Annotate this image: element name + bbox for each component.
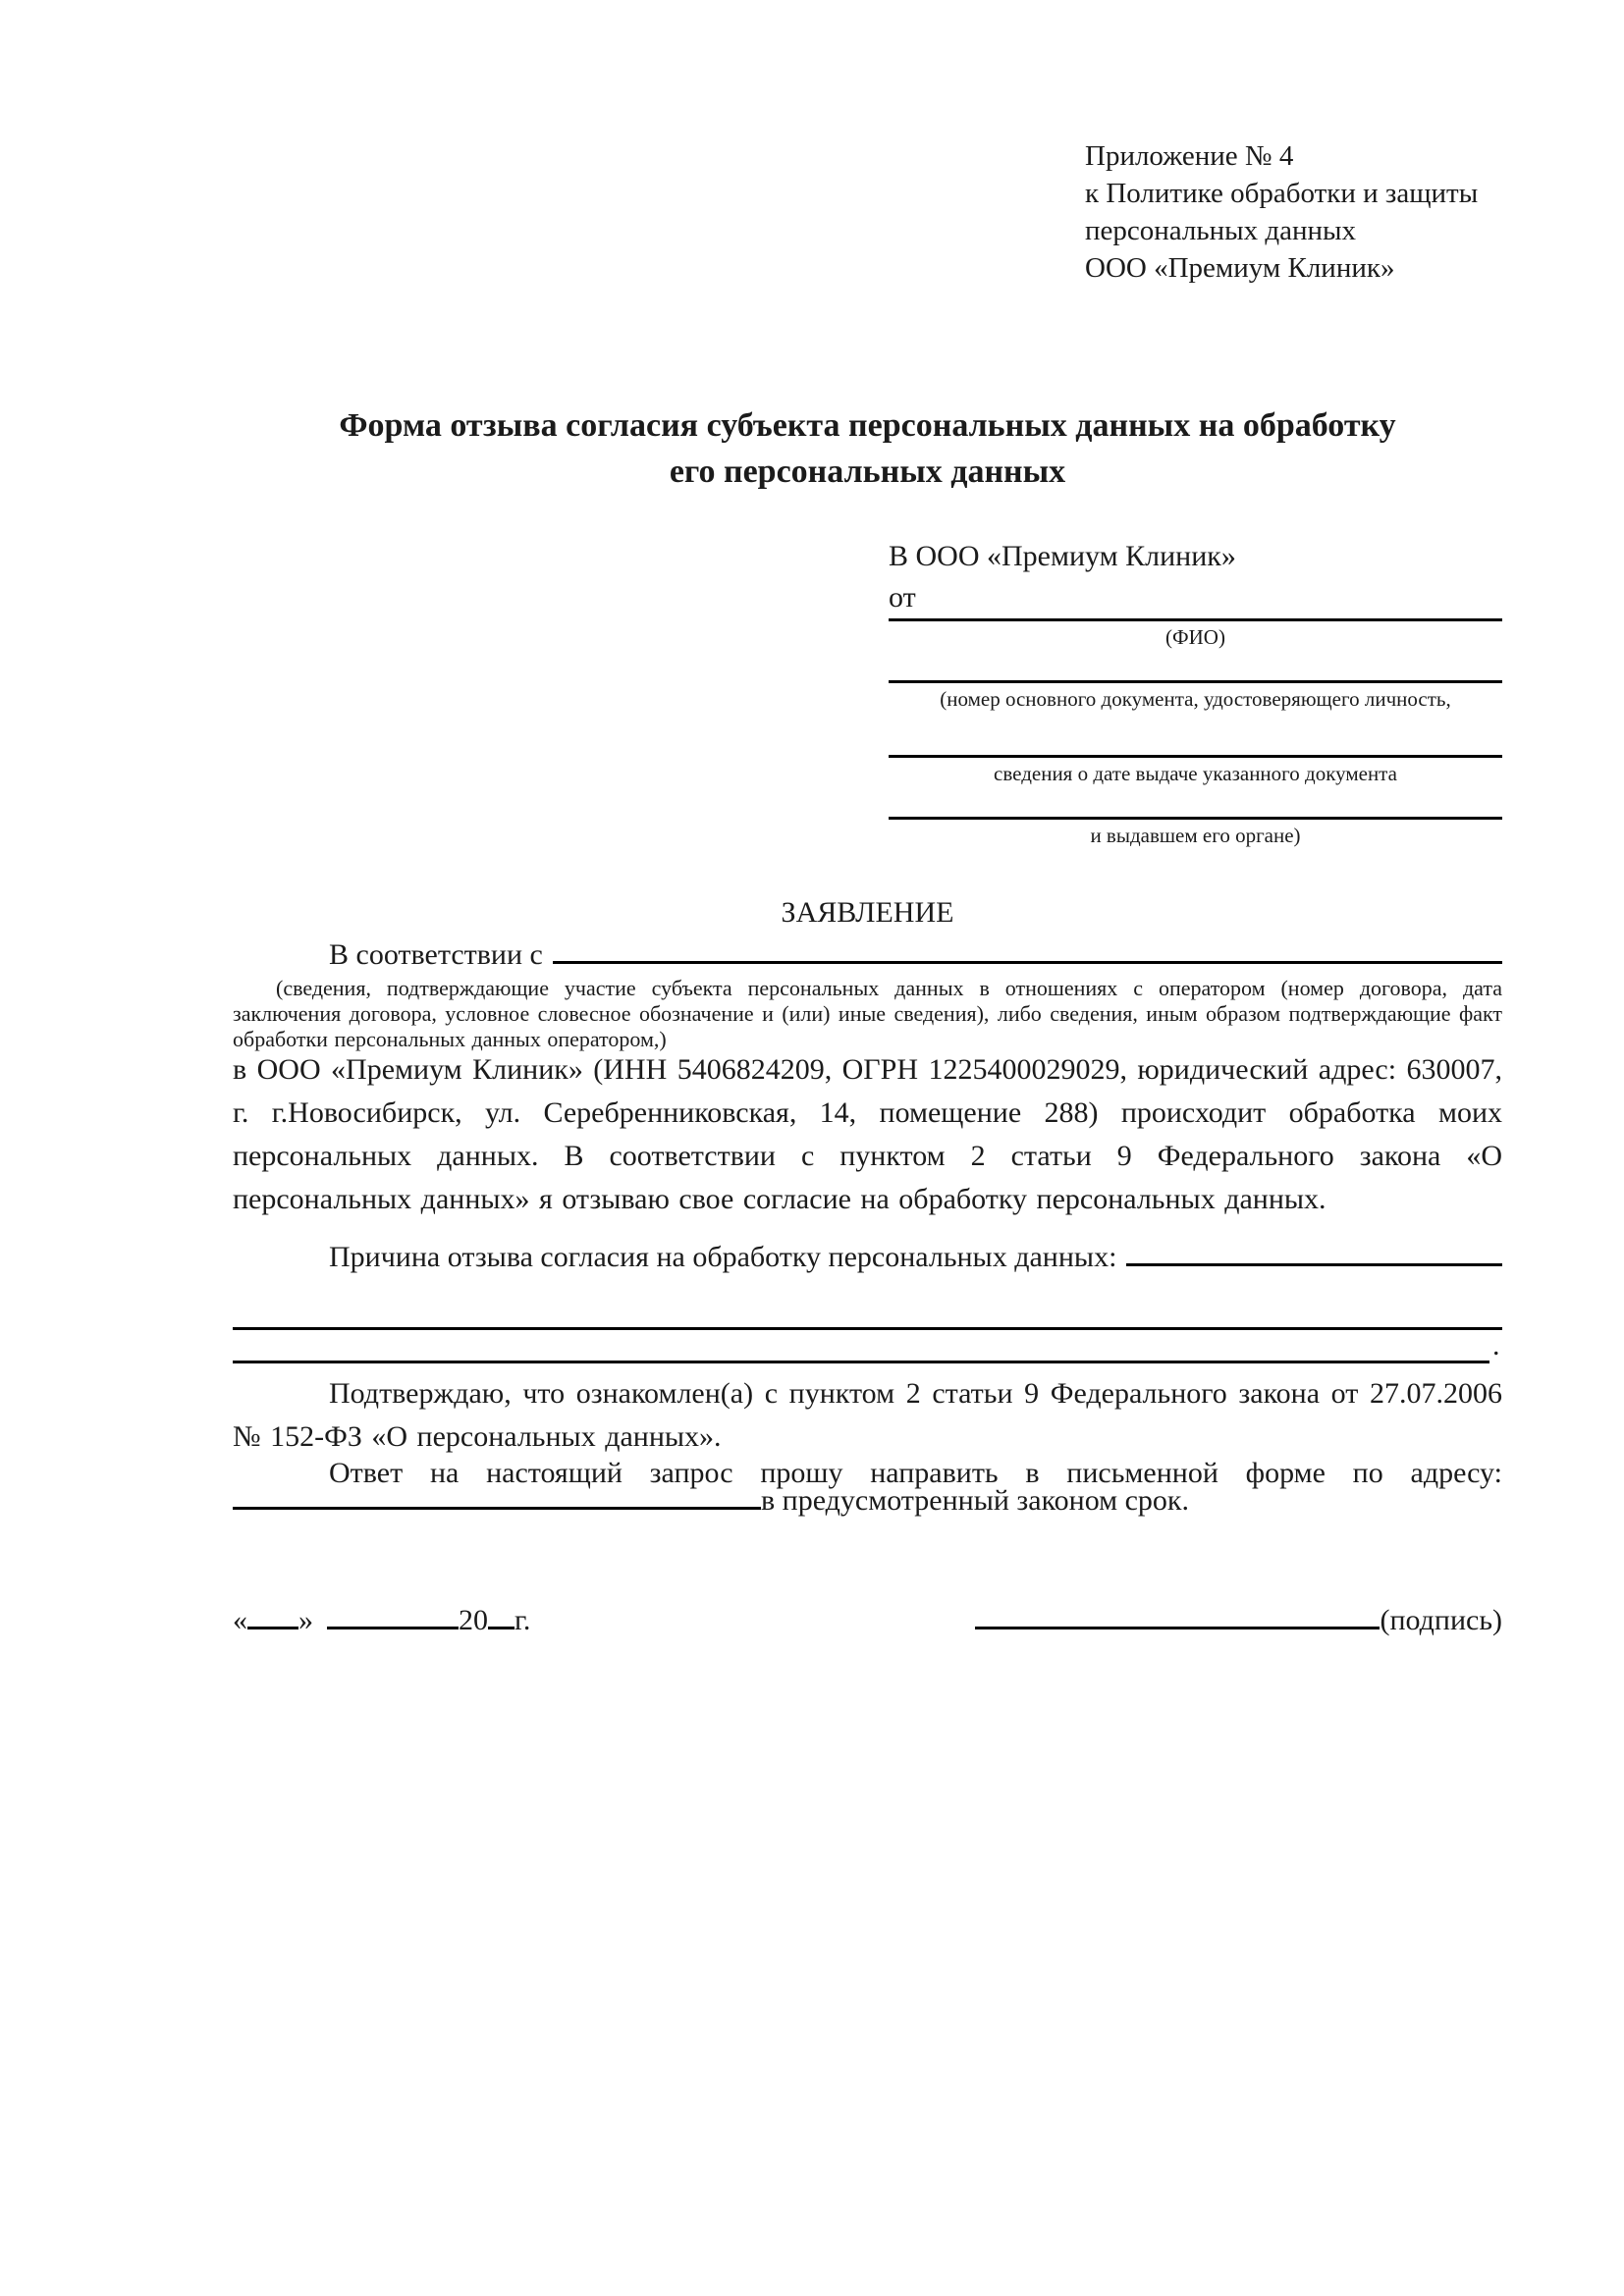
id-document-caption: (номер основного документа, удостоверяющего личность, [940, 687, 1451, 711]
reply-address-line [233, 1484, 1502, 1518]
issuing-authority-blank-line [889, 817, 1502, 820]
statement-body: в ООО «Премиум Клиник» (ИНН 5406824209, ОГРН 1225400029029, юридический адрес: 630007, г. г.Новосибирск, ул. Серебренниковская, 14, помещение 288) происходит обработка моих персональных данных. В соответствии с пунктом 2 статьи 9 Федерального закона «О персональных данных» я отзываю свое согласие на обработку персональных данных. [233, 1053, 1502, 1215]
date-open-quote: « [233, 1604, 247, 1636]
annex-line: ООО «Премиум Клиник» [1085, 252, 1395, 284]
confirmation-paragraph: Подтверждаю, что ознакомлен(а) с пунктом 2 статьи 9 Федерального закона от 27.07.2006 № 152-ФЗ «О персональных данных». [233, 1377, 1502, 1453]
date-close-quote: » [298, 1604, 313, 1636]
annex-header [1085, 137, 1546, 287]
issue-date-blank-line [889, 755, 1502, 758]
year-prefix: 20 [459, 1604, 488, 1636]
blank-line-period: . [1492, 1329, 1500, 1362]
signature-group [975, 1604, 1502, 1637]
reason-line [233, 1241, 1502, 1274]
id-document-blank-line [889, 680, 1502, 683]
addressee-from-label: от [889, 581, 916, 614]
statement-heading: ЗАЯВЛЕНИЕ [781, 896, 954, 929]
annex-line: к Политике обработки и защиты [1085, 178, 1479, 209]
issue-date-caption: сведения о дате выдаче указанного документа [994, 762, 1397, 785]
signature-caption: (подпись) [1380, 1604, 1502, 1636]
page-title-line: его персональных данных [669, 454, 1066, 490]
year-blank-line [488, 1627, 514, 1629]
fio-blank-line [889, 618, 1502, 621]
basis-blank-line [553, 961, 1502, 964]
day-blank-line [247, 1627, 298, 1629]
annex-line: Приложение № 4 [1085, 140, 1294, 172]
intro-line [233, 938, 1502, 972]
reason-label: Причина отзыва согласия на обработку персональных данных: [329, 1241, 1117, 1273]
issuing-authority-caption: и выдавшем его органе) [1090, 824, 1301, 847]
signature-blank-line [975, 1627, 1380, 1629]
year-suffix: г. [514, 1604, 531, 1636]
fine-print-note: (сведения, подтверждающие участие субъекта персональных данных в отношениях с оператором (номер договора, дата заключения договора, условное словесное обозначение и (или) иные сведения), либо сведения, иным образом подтверждающие факт обработки персональных данных оператором,) [233, 976, 1502, 1051]
addressee-to: В ООО «Премиум Клиник» [889, 540, 1236, 572]
date-group [233, 1604, 530, 1637]
reason-blank-line [1126, 1263, 1502, 1266]
reason-continuation-blank-line-1 [233, 1327, 1502, 1330]
page-title-line: Форма отзыва согласия субъекта персональных данных на обработку [339, 407, 1396, 444]
month-blank-line [327, 1627, 459, 1629]
reply-tail: в предусмотренный законом срок. [761, 1484, 1189, 1517]
annex-line: персональных данных [1085, 215, 1357, 246]
reason-continuation-blank-line-2 [233, 1361, 1489, 1363]
address-blank-line [233, 1507, 761, 1510]
reply-request-line: Ответ на настоящий запрос прошу направить в письменной форме по адресу: [329, 1457, 1502, 1489]
date-signature-row [233, 1604, 1502, 1637]
page-title [233, 402, 1502, 495]
fio-caption: (ФИО) [1165, 625, 1225, 649]
intro-prefix: В соответствии с [329, 938, 543, 971]
